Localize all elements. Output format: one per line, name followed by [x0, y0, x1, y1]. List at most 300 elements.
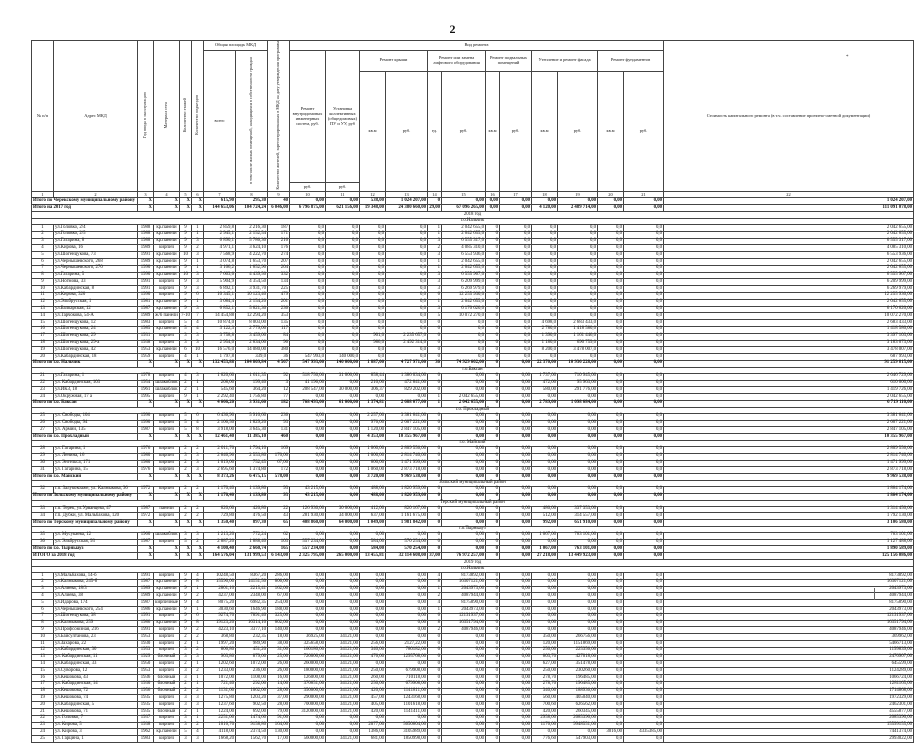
subtotal-cell: 6 046,00: [268, 205, 290, 212]
subtotal-cell: 125 156 086,00: [664, 553, 914, 560]
value-cell: 0: [486, 532, 500, 539]
value-cell: 0,00: [360, 627, 386, 634]
table-cell: 2: [192, 446, 204, 453]
value-cell: 0: [486, 579, 500, 586]
value-cell: 0,00: [532, 600, 558, 607]
subtotal-cell: 19 348,00: [360, 205, 386, 212]
table-cell: 1961: [138, 387, 154, 394]
value-cell: 2: [428, 593, 442, 600]
value-cell: 0,00: [442, 532, 486, 539]
value-cell: 0,00: [500, 373, 532, 380]
table-cell: 4: [180, 373, 192, 380]
table-cell: кирпич: [154, 460, 180, 467]
subtotal-cell: 1: [428, 400, 442, 407]
table-cell: 25: [32, 413, 54, 420]
value-cell: 1 653,70: [236, 259, 268, 266]
value-cell: 0,0: [386, 354, 428, 361]
table-cell: 9: [180, 394, 192, 401]
value-cell: 36925,00: [290, 634, 326, 641]
value-cell: 0,00: [558, 613, 598, 620]
value-cell: 0,00: [500, 394, 532, 401]
table-cell: 1: [32, 573, 54, 580]
value-cell: 0,0: [360, 326, 386, 333]
table-cell: 2: [180, 513, 192, 520]
value-cell: 0,00: [500, 709, 532, 716]
table-cell: 4: [192, 420, 204, 427]
value-cell: 12131937,00: [664, 613, 914, 620]
value-cell: 0,0: [532, 313, 558, 320]
table-cell: 4: [192, 729, 204, 736]
address-cell: ул.Кабардинская, 33: [54, 661, 138, 668]
table-cell: 1988: [138, 225, 154, 232]
value-cell: 1062,00: [236, 688, 268, 695]
value-cell: 0,0: [624, 539, 664, 546]
subtotal-cell: 0,00: [624, 360, 664, 367]
column-number: 13: [386, 192, 428, 198]
value-cell: 208,00: [204, 380, 236, 387]
value-cell: 6 892,1: [204, 286, 236, 293]
table-cell: 9: [180, 286, 192, 293]
table-cell: 1991: [138, 627, 154, 634]
subtotal-cell: X: [180, 553, 192, 560]
subtotal-cell: 0,00: [624, 493, 664, 500]
subtotal-cell: X: [192, 474, 204, 481]
value-cell: 2 847 105,00: [664, 427, 914, 434]
value-cell: 0,00: [326, 715, 360, 722]
subtotal-cell: 265 000,00: [326, 553, 360, 560]
table-cell: 9: [180, 613, 192, 620]
table-cell: 1: [192, 259, 204, 266]
table-row: [32, 446, 914, 453]
col-facade-header: Утепление и ремонт фасада: [532, 51, 598, 72]
value-cell: 369962,00: [664, 634, 914, 641]
table-cell: 10: [32, 634, 54, 641]
value-cell: 0,0: [624, 340, 664, 347]
value-cell: 0: [428, 695, 442, 702]
value-cell: 0,00: [532, 729, 558, 736]
table-cell: 1: [192, 354, 204, 361]
table-cell: кр.панели: [154, 272, 180, 279]
table-cell: кирпич: [154, 647, 180, 654]
value-cell: 1 794,10: [236, 446, 268, 453]
subtotal-cell: 0,00: [442, 198, 486, 205]
value-cell: 1 611,35: [236, 373, 268, 380]
value-cell: 4 085 310,0: [442, 245, 486, 252]
value-cell: 34121,00: [326, 688, 360, 695]
value-cell: 6 269 979,0: [442, 286, 486, 293]
address-cell: ул.Кешокова, 74: [54, 695, 138, 702]
value-cell: 2 683 433,0: [558, 320, 598, 327]
column-number: 19: [558, 192, 598, 198]
value-cell: 2 042 655,0: [442, 299, 486, 306]
value-cell: 6 555 967,00: [664, 272, 914, 279]
col-material-header: Материал стен: [154, 41, 180, 192]
table-cell: 4: [32, 593, 54, 600]
table-cell: 13: [32, 654, 54, 661]
value-cell: 620,60: [204, 506, 236, 513]
value-cell: 34121,00: [326, 736, 360, 743]
col-entrances-header: Количество подъездов: [192, 41, 204, 192]
value-cell: 6: [428, 613, 442, 620]
value-cell: 0,0: [624, 675, 664, 682]
subtotal-cell: X: [192, 360, 204, 367]
value-cell: 0,00: [500, 715, 532, 722]
subtotal-cell: 1 981 842,00: [386, 520, 428, 527]
value-cell: 1 756,80: [236, 394, 268, 401]
table-cell: 3: [192, 252, 204, 259]
subtotal-cell: X: [192, 553, 204, 560]
value-cell: 2801,10: [204, 586, 236, 593]
col-roof-header: Ремонт крыши: [360, 51, 428, 72]
value-cell: 0,00: [360, 394, 386, 401]
col-area-living-header: в том числе жилых помещений, находящихся в собственности граждан: [236, 51, 268, 192]
value-cell: 0: [486, 729, 500, 736]
table-cell: 3: [192, 340, 204, 347]
table-row: [32, 620, 914, 627]
value-cell: 0,00: [326, 586, 360, 593]
value-cell: 0,0: [442, 347, 486, 354]
value-cell: 0,0: [290, 272, 326, 279]
value-cell: 0,0: [290, 259, 326, 266]
table-cell: 14: [32, 661, 54, 668]
subtotal-cell: 104 724,24: [236, 205, 268, 212]
table-cell: кирпич: [154, 286, 180, 293]
value-cell: 2 683 433,00: [664, 320, 914, 327]
table-cell: 12: [32, 299, 54, 306]
value-cell: 0,0: [558, 299, 598, 306]
subtotal-cell: 0,00: [486, 205, 500, 212]
table-cell: 9: [180, 607, 192, 614]
value-cell: 0,00: [442, 373, 486, 380]
subtotal-cell: 0,00: [598, 546, 624, 553]
value-cell: 1 471 999,00: [386, 460, 428, 467]
table-cell: 2: [32, 579, 54, 586]
value-cell: 0,00: [532, 460, 558, 467]
table-cell: 3: [180, 675, 192, 682]
value-cell: 0,0: [326, 231, 360, 238]
subtotal-cell: 0,00: [624, 553, 664, 560]
table-cell: 2: [180, 688, 192, 695]
value-cell: 0,00: [290, 586, 326, 593]
address-cell: ул.Кешокова, 43: [54, 675, 138, 682]
address-cell: ул.Гагарина, 5: [54, 272, 138, 279]
column-number: 14: [428, 192, 442, 198]
value-cell: 1072,00: [204, 675, 236, 682]
value-cell: 0,00: [290, 467, 326, 474]
subtotal-cell: 621 156,00: [326, 205, 360, 212]
table-cell: 2: [192, 539, 204, 546]
value-cell: 0,0: [500, 292, 532, 299]
value-cell: 2 873 718,00: [386, 467, 428, 474]
subtotal-cell: 0,00: [558, 198, 598, 205]
value-cell: 0,00: [500, 486, 532, 493]
foundation-rub-unit: руб.: [624, 71, 664, 192]
value-cell: 0: [486, 593, 500, 600]
value-cell: 0,00: [500, 607, 532, 614]
value-cell: 0: [428, 333, 442, 340]
value-cell: 0,00: [500, 620, 532, 627]
subtotal-cell: 2 325 795,00: [290, 553, 326, 560]
table-cell: 1990: [138, 413, 154, 420]
subtotal-cell: 0,00: [624, 546, 664, 553]
value-cell: 2 809 556,00: [386, 446, 428, 453]
subtotal-cell: X: [192, 400, 204, 407]
value-cell: 225356,00: [558, 647, 598, 654]
table-cell: кирпич: [154, 668, 180, 675]
value-cell: 1176,00: [532, 722, 558, 729]
table-row: [32, 299, 914, 306]
table-cell: 2: [192, 506, 204, 513]
value-cell: 0: [428, 729, 442, 736]
value-cell: 8175890,00: [664, 600, 914, 607]
value-cell: 0,0: [360, 292, 386, 299]
value-cell: 1 792 130,00: [664, 513, 914, 520]
value-cell: 0: [486, 326, 500, 333]
subtotal-cell: 0,00: [624, 198, 664, 205]
value-cell: 0,00: [500, 675, 532, 682]
value-cell: 0: [428, 460, 442, 467]
value-cell: 34121,00: [326, 661, 360, 668]
value-cell: 0,00: [442, 413, 486, 420]
subtotal-cell: 0,00: [442, 520, 486, 527]
subtotal-cell: X: [138, 198, 154, 205]
value-cell: 8367,20: [236, 573, 268, 580]
value-cell: 2 607 221,00: [386, 420, 428, 427]
value-cell: 0,0: [624, 420, 664, 427]
subtotal-cell: 61 000,00: [326, 400, 360, 407]
table-row: [32, 675, 914, 682]
value-cell: 901,0: [360, 333, 386, 340]
value-cell: 2 873 718,00: [664, 467, 914, 474]
subtotal-label: ИТОГО за 2018 год: [32, 553, 138, 560]
value-cell: 2077,00: [360, 722, 386, 729]
table-cell: 5: [180, 420, 192, 427]
value-cell: 0,0: [442, 320, 486, 327]
value-cell: 250,00: [360, 668, 386, 675]
value-cell: 0,0: [326, 252, 360, 259]
value-cell: 0,00: [558, 620, 598, 627]
subtotal-cell: 0,00: [326, 546, 360, 553]
value-cell: 0,00: [442, 702, 486, 709]
value-cell: 1 161 675,00: [386, 513, 428, 520]
value-cell: 3 397 103,00: [664, 333, 914, 340]
value-cell: 34121,00: [326, 668, 360, 675]
value-cell: 0,00: [500, 579, 532, 586]
value-cell: 0,0: [598, 387, 624, 394]
table-cell: панели: [154, 506, 180, 513]
value-cell: 169: [268, 446, 290, 453]
table-row: [32, 736, 914, 743]
value-cell: 0,0: [624, 573, 664, 580]
value-cell: 0: [486, 641, 500, 648]
value-cell: 0,0: [624, 265, 664, 272]
value-cell: 1124289,00: [664, 668, 914, 675]
table-cell: 1976: [138, 446, 154, 453]
subtotal-cell: 584,00: [360, 546, 386, 553]
value-cell: 2 257,00: [360, 413, 386, 420]
column-number: 17: [500, 192, 532, 198]
table-cell: 1991: [138, 252, 154, 259]
value-cell: 0: [486, 634, 500, 641]
subtotal-cell: 295,30: [236, 198, 268, 205]
value-cell: 0,00: [386, 593, 428, 600]
value-cell: 0,0: [598, 573, 624, 580]
table-cell: 1953: [138, 647, 154, 654]
value-cell: 710118,00: [386, 675, 428, 682]
address-cell: ул.Суворова, 12: [54, 668, 138, 675]
table-cell: 5: [180, 729, 192, 736]
value-cell: 0,00: [558, 446, 598, 453]
value-cell: 2 954,0: [204, 340, 236, 347]
value-cell: 0,0: [386, 252, 428, 259]
value-cell: 2 042 655,00: [664, 394, 914, 401]
table-cell: шлакоблок: [155, 380, 178, 386]
value-cell: 0,00: [500, 634, 532, 641]
value-cell: 2043973,00: [442, 586, 486, 593]
value-cell: 0,00: [360, 600, 386, 607]
value-cell: 600,00: [360, 460, 386, 467]
address-cell: г.п. Дубки, ул. Мальбахова, 120: [54, 513, 138, 520]
table-row: [32, 225, 914, 232]
value-cell: 0,00: [442, 467, 486, 474]
value-cell: 0: [486, 259, 500, 266]
subtotal-cell: 0,00: [532, 493, 558, 500]
value-cell: 700,60: [532, 702, 558, 709]
value-cell: 0,0: [290, 225, 326, 232]
address-cell: ул.Чернышевского, 254: [54, 607, 138, 614]
subtotal-cell: 0,00: [624, 474, 664, 481]
value-cell: 0: [486, 460, 500, 467]
value-cell: 0: [486, 347, 500, 354]
table-row: [32, 613, 914, 620]
value-cell: 0,0: [624, 354, 664, 361]
subtotal-cell: 10 355 967,00: [664, 434, 914, 441]
value-cell: 545,60: [204, 387, 236, 394]
value-cell: 337 353,00: [558, 506, 598, 513]
value-cell: 0,0: [624, 722, 664, 729]
municipality-label: г.о. Майский: [32, 440, 914, 446]
value-cell: 0,0: [532, 245, 558, 252]
table-cell: блочный: [154, 681, 180, 688]
value-cell: 0,0: [598, 238, 624, 245]
value-cell: 0: [486, 333, 500, 340]
col-residents-header: Количество жителей, зарегистрированных в МКД на дату утверждения программы: [268, 41, 290, 192]
value-cell: 0,0: [360, 306, 386, 313]
value-cell: 0: [428, 446, 442, 453]
value-cell: 8173892,00: [442, 573, 486, 580]
table-row: [32, 313, 914, 320]
value-cell: 0: [486, 272, 500, 279]
value-cell: 0,00: [442, 722, 486, 729]
value-cell: 1295768,00: [386, 654, 428, 661]
value-cell: 2374,50: [236, 729, 268, 736]
value-cell: 0,0: [598, 513, 624, 520]
value-cell: 236: [268, 413, 290, 420]
value-cell: 0,0: [558, 231, 598, 238]
value-cell: 14 080,00: [236, 347, 268, 354]
table-cell: 1980: [138, 460, 154, 467]
table-cell: кирпич: [154, 613, 180, 620]
table-cell: 27: [32, 427, 54, 434]
subtotal-cell: 40: [268, 198, 290, 205]
table-cell: 3: [180, 333, 192, 340]
value-cell: 4 085 310,00: [664, 245, 914, 252]
table-cell: 1: [32, 225, 54, 232]
table-cell: 1995: [138, 394, 154, 401]
address-cell: ул.Шогенцукова, 29: [54, 333, 138, 340]
value-cell: 0,00: [500, 722, 532, 729]
table-row: [32, 702, 914, 709]
value-cell: 0,0: [386, 225, 428, 232]
value-cell: 1072,00: [236, 661, 268, 668]
table-cell: 2: [192, 593, 204, 600]
value-cell: 3105989,00: [386, 729, 428, 736]
table-cell: 3: [192, 453, 204, 460]
value-cell: 0,0: [290, 252, 326, 259]
value-cell: 0,0: [558, 292, 598, 299]
subtotal-cell: 4 727 971,00: [386, 360, 428, 367]
value-cell: 0,0: [442, 333, 486, 340]
value-cell: 0: [486, 320, 500, 327]
value-cell: 3: [428, 252, 442, 259]
value-cell: 0,0: [624, 231, 664, 238]
value-cell: 0,00: [532, 586, 558, 593]
col-basement-header: Ремонт подвальных помещений: [486, 51, 532, 72]
address-cell: ул. Свободы, 104: [54, 413, 138, 420]
table-row: [32, 722, 914, 729]
value-cell: 0: [486, 722, 500, 729]
value-cell: 7 603,6: [204, 272, 236, 279]
col-meters-header: Установка коллективных (общедомовых) ПУ и УУ, руб: [326, 51, 360, 183]
subtotal-cell: X: [138, 205, 154, 212]
value-cell: 180000,00: [290, 668, 326, 675]
value-cell: 0,00: [558, 586, 598, 593]
col-year-header: Год ввода в эксплуатацию: [138, 41, 154, 192]
subtotal-cell: X: [180, 493, 192, 500]
value-cell: 2 887,20: [204, 539, 236, 546]
value-cell: 199,40: [236, 380, 268, 387]
value-cell: 0,0: [290, 238, 326, 245]
value-cell: 0,0: [598, 586, 624, 593]
value-cell: 0,0: [598, 634, 624, 641]
value-cell: 0,00: [386, 620, 428, 627]
value-cell: 350,00: [532, 634, 558, 641]
value-cell: 6982,35: [236, 600, 268, 607]
value-cell: 0: [428, 373, 442, 380]
subtotal-cell: X: [154, 400, 180, 407]
value-cell: 4: [428, 600, 442, 607]
table-cell: 12: [32, 647, 54, 654]
value-cell: 0,00: [360, 613, 386, 620]
roof-rub-unit: руб.: [386, 71, 428, 192]
table-cell: кр.панели: [154, 238, 180, 245]
value-cell: 8173892,00: [664, 573, 914, 580]
subtotal-cell: 0,00: [598, 205, 624, 212]
value-cell: 370651,00: [290, 681, 326, 688]
value-cell: 1 471 999,00: [664, 460, 914, 467]
address-cell: ул.Чернышевского, 270: [54, 265, 138, 272]
value-cell: 0,0: [624, 513, 664, 520]
table-cell: кирпич: [154, 279, 180, 286]
subtotal-cell: 0,00: [532, 434, 558, 441]
value-cell: 1 019,00: [204, 460, 236, 467]
value-cell: 0: [486, 387, 500, 394]
table-cell: блочный: [154, 654, 180, 661]
address-cell: ул.Кабардинская, 30: [54, 647, 138, 654]
value-cell: 31 000,00: [326, 373, 360, 380]
table-row: [32, 394, 914, 401]
table-row: [32, 306, 914, 313]
